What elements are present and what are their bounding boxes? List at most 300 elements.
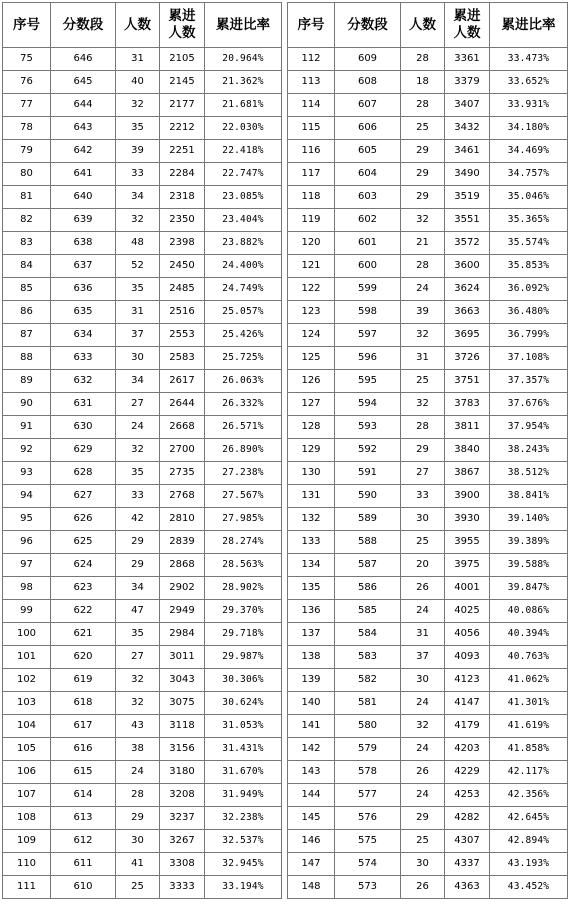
table-row xyxy=(3,600,282,623)
cell-cumulative: 4229 xyxy=(445,761,490,784)
cell-ratio: 28.563% xyxy=(205,554,282,577)
cell-score: 595 xyxy=(335,370,401,393)
table-body-left xyxy=(3,48,282,899)
table-row xyxy=(3,301,282,324)
cell-count: 29 xyxy=(116,554,160,577)
cell-count: 24 xyxy=(116,761,160,784)
cell-count: 24 xyxy=(401,692,445,715)
cell-ratio: 40.763% xyxy=(490,646,568,669)
cell-cumulative: 3695 xyxy=(445,324,490,347)
cell-cumulative: 4123 xyxy=(445,669,490,692)
cell-count: 28 xyxy=(401,48,445,71)
cell-cumulative: 3663 xyxy=(445,301,490,324)
header-cumulative-line2: 人数 xyxy=(168,25,196,41)
cell-ratio: 39.140% xyxy=(490,508,568,531)
cell-seq: 148 xyxy=(288,876,335,899)
cell-score: 599 xyxy=(335,278,401,301)
cell-cumulative: 2949 xyxy=(160,600,205,623)
table-row xyxy=(3,393,282,416)
cell-ratio: 30.306% xyxy=(205,669,282,692)
cell-count: 31 xyxy=(116,48,160,71)
table-row xyxy=(3,853,282,876)
header-ratio: 累进比率 xyxy=(490,3,568,48)
table-row xyxy=(288,278,568,301)
cell-ratio: 34.469% xyxy=(490,140,568,163)
cell-count: 35 xyxy=(116,462,160,485)
table-row xyxy=(3,462,282,485)
cell-seq: 75 xyxy=(3,48,51,71)
cell-score: 604 xyxy=(335,163,401,186)
cell-seq: 82 xyxy=(3,209,51,232)
cell-count: 18 xyxy=(401,71,445,94)
header-ratio: 累进比率 xyxy=(205,3,282,48)
cell-ratio: 25.057% xyxy=(205,301,282,324)
cell-score: 589 xyxy=(335,508,401,531)
table-row xyxy=(288,738,568,761)
cell-ratio: 36.480% xyxy=(490,301,568,324)
table-row xyxy=(3,278,282,301)
cell-score: 597 xyxy=(335,324,401,347)
cell-ratio: 24.749% xyxy=(205,278,282,301)
table-row xyxy=(288,163,568,186)
cell-cumulative: 2398 xyxy=(160,232,205,255)
cell-ratio: 21.681% xyxy=(205,94,282,117)
score-table-right xyxy=(287,2,568,899)
cell-seq: 134 xyxy=(288,554,335,577)
cell-score: 622 xyxy=(51,600,116,623)
cell-count: 29 xyxy=(401,163,445,186)
cell-score: 581 xyxy=(335,692,401,715)
cell-count: 32 xyxy=(401,324,445,347)
cell-cumulative: 3043 xyxy=(160,669,205,692)
cell-score: 623 xyxy=(51,577,116,600)
cell-count: 30 xyxy=(401,669,445,692)
cell-score: 590 xyxy=(335,485,401,508)
cell-ratio: 28.902% xyxy=(205,577,282,600)
cell-seq: 130 xyxy=(288,462,335,485)
table-row xyxy=(288,347,568,370)
cell-score: 591 xyxy=(335,462,401,485)
cell-seq: 117 xyxy=(288,163,335,186)
table-row xyxy=(3,439,282,462)
cell-seq: 84 xyxy=(3,255,51,278)
cell-ratio: 40.086% xyxy=(490,600,568,623)
header-score: 分数段 xyxy=(51,3,116,48)
table-row xyxy=(288,761,568,784)
cell-score: 592 xyxy=(335,439,401,462)
header-cumulative xyxy=(160,3,205,48)
cell-seq: 111 xyxy=(3,876,51,899)
table-row xyxy=(288,462,568,485)
table-body-right xyxy=(288,48,568,899)
cell-ratio: 31.670% xyxy=(205,761,282,784)
cell-count: 32 xyxy=(401,715,445,738)
cell-seq: 120 xyxy=(288,232,335,255)
cell-ratio: 33.931% xyxy=(490,94,568,117)
table-row xyxy=(288,209,568,232)
cell-ratio: 28.274% xyxy=(205,531,282,554)
table-row xyxy=(3,347,282,370)
cell-count: 32 xyxy=(401,209,445,232)
cell-cumulative: 2810 xyxy=(160,508,205,531)
cell-ratio: 35.365% xyxy=(490,209,568,232)
cell-ratio: 31.949% xyxy=(205,784,282,807)
cell-seq: 109 xyxy=(3,830,51,853)
cell-seq: 139 xyxy=(288,669,335,692)
header-cumulative-line1: 累进 xyxy=(453,8,481,24)
cell-count: 28 xyxy=(401,416,445,439)
cell-cumulative: 2735 xyxy=(160,462,205,485)
cell-seq: 89 xyxy=(3,370,51,393)
cell-seq: 131 xyxy=(288,485,335,508)
cell-score: 603 xyxy=(335,186,401,209)
table-row xyxy=(3,876,282,899)
cell-count: 26 xyxy=(401,577,445,600)
cell-score: 609 xyxy=(335,48,401,71)
cell-ratio: 39.389% xyxy=(490,531,568,554)
table-row xyxy=(3,416,282,439)
cell-cumulative: 3156 xyxy=(160,738,205,761)
cell-score: 586 xyxy=(335,577,401,600)
cell-count: 34 xyxy=(116,370,160,393)
table-row xyxy=(3,784,282,807)
cell-cumulative: 2668 xyxy=(160,416,205,439)
cell-cumulative: 3955 xyxy=(445,531,490,554)
cell-ratio: 37.954% xyxy=(490,416,568,439)
cell-cumulative: 3783 xyxy=(445,393,490,416)
cell-score: 646 xyxy=(51,48,116,71)
cell-score: 620 xyxy=(51,646,116,669)
table-row xyxy=(3,163,282,186)
table-row xyxy=(288,140,568,163)
table-row xyxy=(288,370,568,393)
table-row xyxy=(3,140,282,163)
table-row xyxy=(288,48,568,71)
cell-seq: 80 xyxy=(3,163,51,186)
cell-ratio: 26.571% xyxy=(205,416,282,439)
cell-ratio: 34.180% xyxy=(490,117,568,140)
cell-ratio: 41.619% xyxy=(490,715,568,738)
cell-score: 594 xyxy=(335,393,401,416)
cell-ratio: 30.624% xyxy=(205,692,282,715)
cell-score: 615 xyxy=(51,761,116,784)
cell-count: 29 xyxy=(401,807,445,830)
cell-count: 27 xyxy=(401,462,445,485)
cell-ratio: 42.894% xyxy=(490,830,568,853)
cell-cumulative: 2350 xyxy=(160,209,205,232)
cell-seq: 86 xyxy=(3,301,51,324)
cell-score: 633 xyxy=(51,347,116,370)
cell-seq: 97 xyxy=(3,554,51,577)
cell-score: 606 xyxy=(335,117,401,140)
cell-count: 39 xyxy=(401,301,445,324)
cell-cumulative: 3180 xyxy=(160,761,205,784)
cell-seq: 116 xyxy=(288,140,335,163)
cell-ratio: 25.725% xyxy=(205,347,282,370)
cell-seq: 101 xyxy=(3,646,51,669)
cell-ratio: 26.063% xyxy=(205,370,282,393)
cell-score: 573 xyxy=(335,876,401,899)
cell-ratio: 22.030% xyxy=(205,117,282,140)
cell-count: 33 xyxy=(401,485,445,508)
table-row xyxy=(3,94,282,117)
cell-ratio: 22.747% xyxy=(205,163,282,186)
table-row xyxy=(3,577,282,600)
cell-ratio: 40.394% xyxy=(490,623,568,646)
cell-cumulative: 3379 xyxy=(445,71,490,94)
table-row xyxy=(288,784,568,807)
cell-ratio: 38.243% xyxy=(490,439,568,462)
cell-ratio: 41.062% xyxy=(490,669,568,692)
cell-count: 37 xyxy=(116,324,160,347)
cell-cumulative: 2284 xyxy=(160,163,205,186)
table-row xyxy=(288,830,568,853)
cell-ratio: 23.404% xyxy=(205,209,282,232)
header-count: 人数 xyxy=(401,3,445,48)
cell-score: 605 xyxy=(335,140,401,163)
cell-count: 26 xyxy=(401,761,445,784)
cell-seq: 94 xyxy=(3,485,51,508)
cell-seq: 136 xyxy=(288,600,335,623)
cell-cumulative: 2105 xyxy=(160,48,205,71)
cell-cumulative: 3930 xyxy=(445,508,490,531)
cell-seq: 105 xyxy=(3,738,51,761)
cell-ratio: 34.757% xyxy=(490,163,568,186)
cell-cumulative: 2984 xyxy=(160,623,205,646)
cell-cumulative: 2177 xyxy=(160,94,205,117)
cell-score: 619 xyxy=(51,669,116,692)
cell-seq: 137 xyxy=(288,623,335,646)
cell-count: 25 xyxy=(116,876,160,899)
table-row xyxy=(3,623,282,646)
cell-score: 637 xyxy=(51,255,116,278)
cell-count: 40 xyxy=(116,71,160,94)
cell-count: 42 xyxy=(116,508,160,531)
cell-seq: 107 xyxy=(3,784,51,807)
cell-seq: 114 xyxy=(288,94,335,117)
cell-count: 31 xyxy=(401,623,445,646)
cell-seq: 83 xyxy=(3,232,51,255)
table-row xyxy=(288,508,568,531)
cell-score: 636 xyxy=(51,278,116,301)
cell-seq: 146 xyxy=(288,830,335,853)
cell-ratio: 38.841% xyxy=(490,485,568,508)
cell-seq: 99 xyxy=(3,600,51,623)
cell-cumulative: 4363 xyxy=(445,876,490,899)
cell-ratio: 24.400% xyxy=(205,255,282,278)
header-cumulative-line2: 人数 xyxy=(453,25,481,41)
cell-count: 28 xyxy=(116,784,160,807)
cell-seq: 141 xyxy=(288,715,335,738)
cell-seq: 85 xyxy=(3,278,51,301)
score-table-left xyxy=(2,2,282,899)
table-row xyxy=(288,876,568,899)
cell-count: 30 xyxy=(401,508,445,531)
cell-cumulative: 4025 xyxy=(445,600,490,623)
cell-cumulative: 3118 xyxy=(160,715,205,738)
cell-seq: 112 xyxy=(288,48,335,71)
cell-ratio: 37.357% xyxy=(490,370,568,393)
cell-seq: 147 xyxy=(288,853,335,876)
cell-count: 29 xyxy=(116,531,160,554)
cell-score: 634 xyxy=(51,324,116,347)
cell-count: 32 xyxy=(401,393,445,416)
cell-cumulative: 4093 xyxy=(445,646,490,669)
cell-seq: 122 xyxy=(288,278,335,301)
cell-ratio: 25.426% xyxy=(205,324,282,347)
cell-score: 583 xyxy=(335,646,401,669)
cell-score: 628 xyxy=(51,462,116,485)
table-row xyxy=(288,71,568,94)
cell-cumulative: 2583 xyxy=(160,347,205,370)
table-row xyxy=(3,669,282,692)
cell-count: 25 xyxy=(401,117,445,140)
cell-ratio: 20.964% xyxy=(205,48,282,71)
cell-count: 35 xyxy=(116,623,160,646)
cell-cumulative: 3237 xyxy=(160,807,205,830)
cell-count: 29 xyxy=(116,807,160,830)
cell-ratio: 27.567% xyxy=(205,485,282,508)
cell-ratio: 36.092% xyxy=(490,278,568,301)
table-row xyxy=(3,692,282,715)
cell-cumulative: 2251 xyxy=(160,140,205,163)
cell-cumulative: 4307 xyxy=(445,830,490,853)
cell-seq: 102 xyxy=(3,669,51,692)
cell-score: 610 xyxy=(51,876,116,899)
table-row xyxy=(288,669,568,692)
cell-seq: 138 xyxy=(288,646,335,669)
cell-seq: 95 xyxy=(3,508,51,531)
cell-cumulative: 3867 xyxy=(445,462,490,485)
cell-cumulative: 3900 xyxy=(445,485,490,508)
header-count: 人数 xyxy=(116,3,160,48)
cell-cumulative: 2485 xyxy=(160,278,205,301)
cell-seq: 118 xyxy=(288,186,335,209)
cell-ratio: 41.858% xyxy=(490,738,568,761)
cell-ratio: 33.194% xyxy=(205,876,282,899)
cell-count: 32 xyxy=(116,692,160,715)
cell-ratio: 32.238% xyxy=(205,807,282,830)
cell-score: 624 xyxy=(51,554,116,577)
cell-score: 575 xyxy=(335,830,401,853)
cell-score: 629 xyxy=(51,439,116,462)
cell-cumulative: 3333 xyxy=(160,876,205,899)
cell-cumulative: 4203 xyxy=(445,738,490,761)
cell-seq: 123 xyxy=(288,301,335,324)
cell-ratio: 29.370% xyxy=(205,600,282,623)
cell-seq: 103 xyxy=(3,692,51,715)
cell-seq: 115 xyxy=(288,117,335,140)
cell-cumulative: 3840 xyxy=(445,439,490,462)
cell-score: 613 xyxy=(51,807,116,830)
cell-ratio: 27.238% xyxy=(205,462,282,485)
cell-score: 611 xyxy=(51,853,116,876)
cell-cumulative: 2700 xyxy=(160,439,205,462)
cell-seq: 113 xyxy=(288,71,335,94)
cell-score: 627 xyxy=(51,485,116,508)
cell-count: 26 xyxy=(401,876,445,899)
cell-cumulative: 3011 xyxy=(160,646,205,669)
cell-cumulative: 4337 xyxy=(445,853,490,876)
table-row xyxy=(288,692,568,715)
cell-count: 24 xyxy=(401,784,445,807)
cell-score: 635 xyxy=(51,301,116,324)
cell-seq: 81 xyxy=(3,186,51,209)
cell-count: 37 xyxy=(401,646,445,669)
cell-seq: 135 xyxy=(288,577,335,600)
cell-count: 33 xyxy=(116,485,160,508)
cell-seq: 96 xyxy=(3,531,51,554)
cell-count: 27 xyxy=(116,393,160,416)
cell-score: 600 xyxy=(335,255,401,278)
cell-ratio: 43.452% xyxy=(490,876,568,899)
cell-score: 608 xyxy=(335,71,401,94)
cell-score: 618 xyxy=(51,692,116,715)
cell-cumulative: 3811 xyxy=(445,416,490,439)
cell-ratio: 21.362% xyxy=(205,71,282,94)
cell-score: 612 xyxy=(51,830,116,853)
cell-ratio: 37.676% xyxy=(490,393,568,416)
cell-seq: 121 xyxy=(288,255,335,278)
cell-seq: 133 xyxy=(288,531,335,554)
table-row xyxy=(3,117,282,140)
cell-count: 21 xyxy=(401,232,445,255)
cell-cumulative: 4282 xyxy=(445,807,490,830)
header-row xyxy=(288,3,568,48)
cell-cumulative: 3361 xyxy=(445,48,490,71)
cell-count: 29 xyxy=(401,186,445,209)
cell-ratio: 23.085% xyxy=(205,186,282,209)
cell-cumulative: 3975 xyxy=(445,554,490,577)
cell-cumulative: 2212 xyxy=(160,117,205,140)
cell-ratio: 22.418% xyxy=(205,140,282,163)
cell-cumulative: 3075 xyxy=(160,692,205,715)
cell-count: 39 xyxy=(116,140,160,163)
cell-score: 638 xyxy=(51,232,116,255)
cell-count: 35 xyxy=(116,278,160,301)
cell-count: 30 xyxy=(116,830,160,853)
cell-count: 48 xyxy=(116,232,160,255)
cell-score: 576 xyxy=(335,807,401,830)
cell-cumulative: 3572 xyxy=(445,232,490,255)
cell-ratio: 27.985% xyxy=(205,508,282,531)
table-row xyxy=(3,232,282,255)
cell-seq: 108 xyxy=(3,807,51,830)
table-row xyxy=(288,646,568,669)
cell-count: 52 xyxy=(116,255,160,278)
cell-cumulative: 2902 xyxy=(160,577,205,600)
table-row xyxy=(3,715,282,738)
cell-ratio: 39.847% xyxy=(490,577,568,600)
header-seq: 序号 xyxy=(3,3,51,48)
cell-cumulative: 3407 xyxy=(445,94,490,117)
cell-count: 30 xyxy=(116,347,160,370)
cell-score: 639 xyxy=(51,209,116,232)
cell-ratio: 42.117% xyxy=(490,761,568,784)
table-row xyxy=(3,531,282,554)
cell-seq: 104 xyxy=(3,715,51,738)
cell-ratio: 33.652% xyxy=(490,71,568,94)
table-row xyxy=(288,324,568,347)
cell-seq: 126 xyxy=(288,370,335,393)
cell-count: 32 xyxy=(116,669,160,692)
cell-count: 28 xyxy=(401,94,445,117)
cell-seq: 93 xyxy=(3,462,51,485)
cell-ratio: 39.588% xyxy=(490,554,568,577)
header-cumulative-line1: 累进 xyxy=(168,8,196,24)
cell-score: 642 xyxy=(51,140,116,163)
table-row xyxy=(3,761,282,784)
